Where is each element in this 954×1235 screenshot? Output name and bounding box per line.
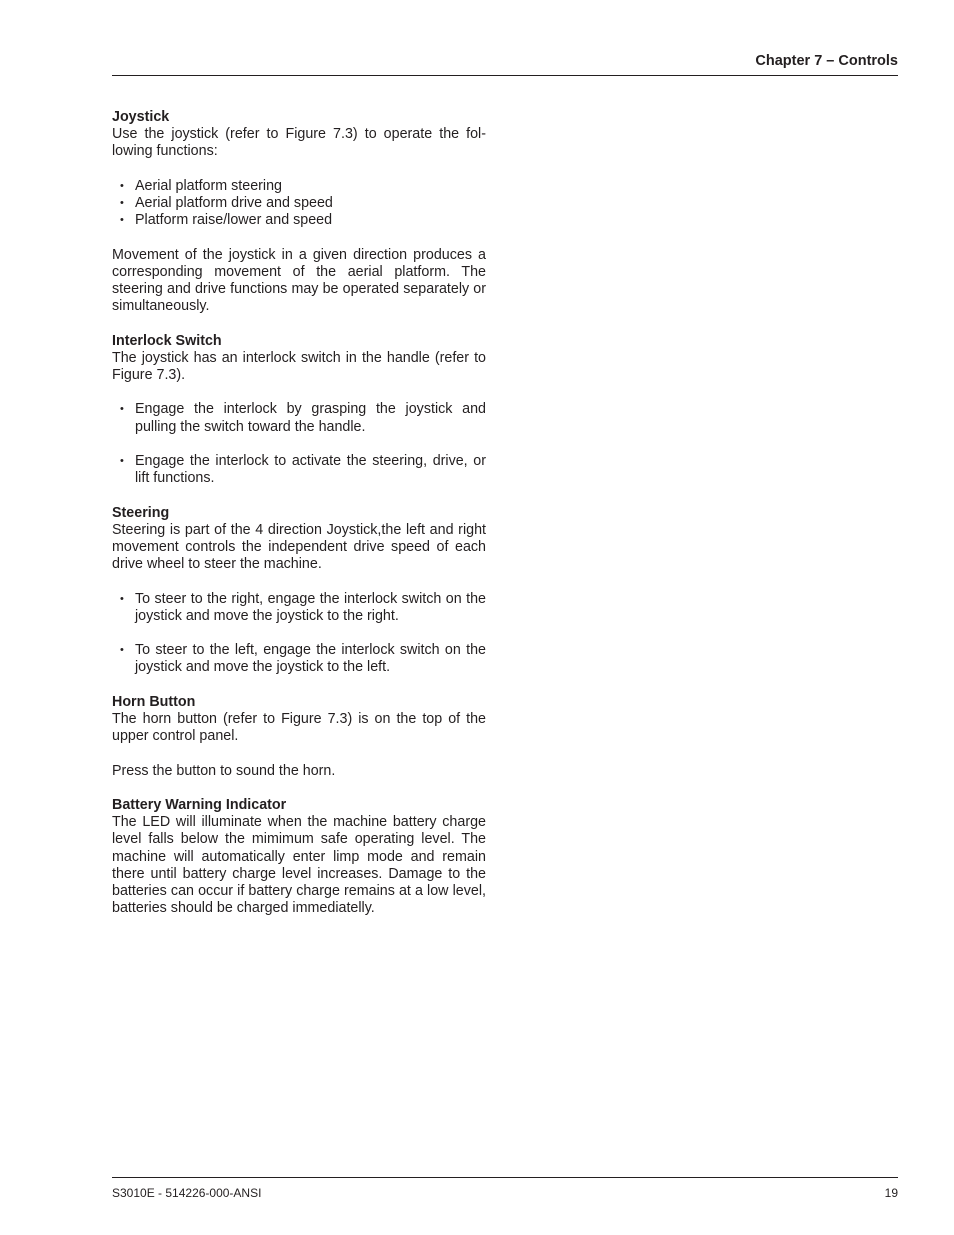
joystick-intro: Use the joystick (refer to Figure 7.3) to operate the fol-lowing functions: (112, 126, 486, 160)
chapter-header: Chapter 7 – Controls (755, 53, 898, 69)
page-content (112, 109, 486, 917)
bullet-icon: • (120, 403, 124, 416)
list-item: • Engage the interlock to activate the steering, drive, or lift functions. (120, 452, 486, 487)
horn-intro: The horn button (refer to Figure 7.3) is on the top of the upper control panel. (112, 710, 486, 745)
joystick-paragraph: Movement of the joystick in a given direction produces a corresponding movement of the aerial platform. The steering and drive functions may be operated separately or simultaneously. (112, 246, 486, 315)
footer-rule (112, 1177, 898, 1178)
interlock-list (112, 401, 486, 487)
steering-intro: Steering is part of the 4 direction Joystick,the left and right movement controls the independent drive speed of each drive wheel to steer the machine. (112, 521, 486, 573)
horn-paragraph: Press the button to sound the horn. (112, 762, 336, 779)
bullet-icon: • (120, 454, 124, 467)
bullet-icon: • (120, 592, 124, 605)
joystick-function-list (112, 178, 486, 230)
joystick-heading: Joystick (112, 109, 170, 125)
list-item: • To steer to the left, engage the interlock switch on the joystick and move the joystick to the left. (120, 642, 486, 676)
battery-heading: Battery Warning Indicator (112, 796, 287, 813)
interlock-intro: The joystick has an interlock switch in the handle (refer to Figure 7.3). (112, 349, 486, 383)
list-item: • Aerial platform steering (120, 177, 283, 194)
list-item: • To steer to the right, engage the interlock switch on the joystick and move the joystick to the right. (120, 590, 486, 624)
bullet-icon: • (120, 179, 124, 192)
list-item: • Aerial platform drive and speed (120, 195, 333, 211)
steering-heading: Steering (112, 504, 170, 521)
page-number: 19 (884, 1186, 898, 1200)
list-item: • Engage the interlock by grasping the joystick and pulling the switch toward the handle. (120, 401, 486, 435)
document-id: S3010E - 514226-000-ANSI (112, 1186, 262, 1200)
horn-heading: Horn Button (112, 693, 196, 710)
bullet-icon: • (120, 644, 124, 657)
bullet-icon: • (120, 214, 124, 227)
header-rule (112, 75, 898, 76)
steering-list (112, 591, 486, 677)
bullet-icon: • (120, 197, 124, 209)
interlock-heading: Interlock Switch (112, 332, 222, 349)
list-item: • Platform raise/lower and speed (120, 212, 333, 229)
battery-paragraph: The LED will illuminate when the machine battery charge level falls below the mimimum safe operating level. The machine will automatically enter limp mode and remain there until battery charge level increases. Damage to the batteries can occur if battery charge remains at a low level, batteries should be charged immediatelly. (112, 814, 486, 917)
